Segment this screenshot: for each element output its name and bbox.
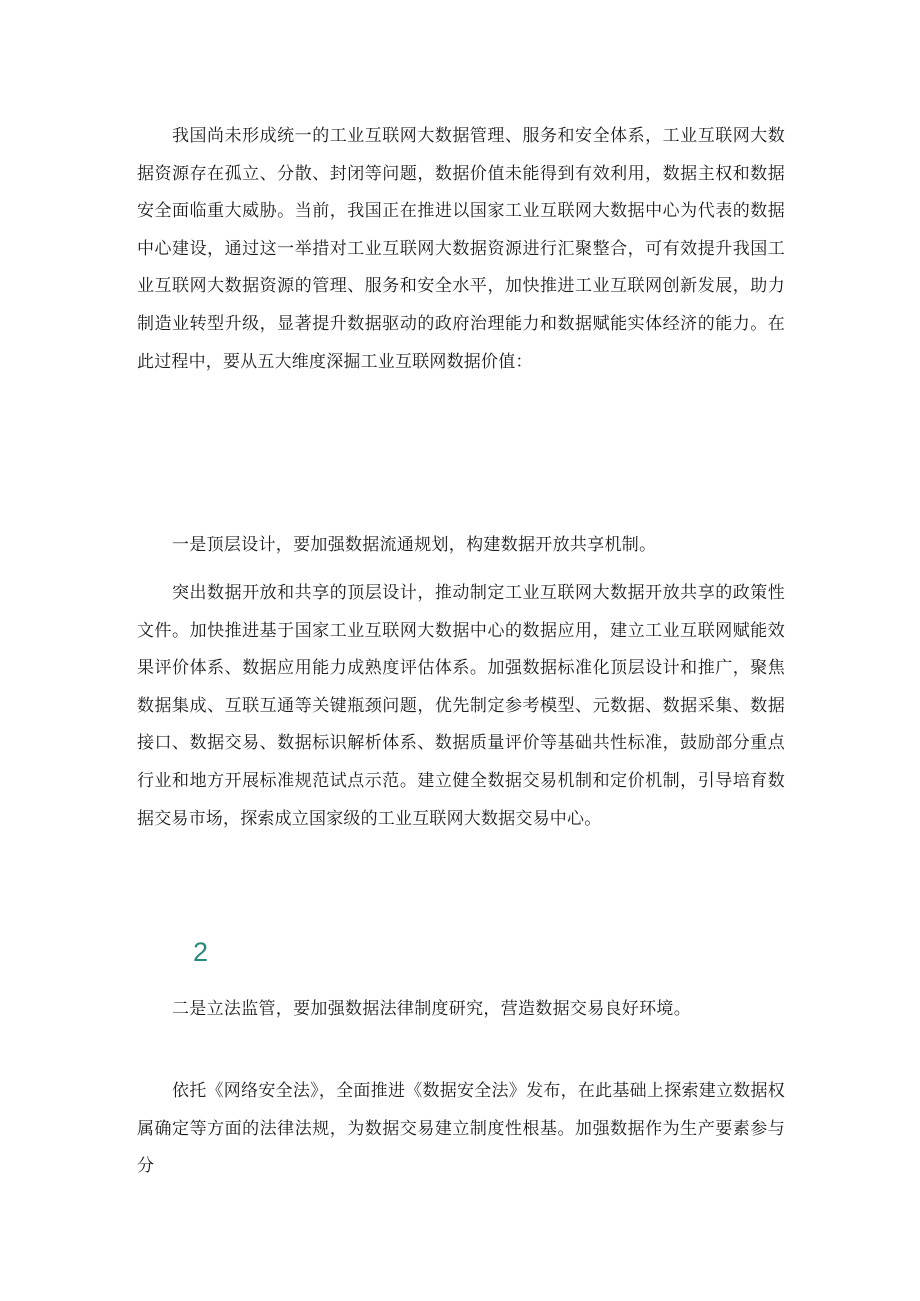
section-number: 2 — [193, 937, 209, 967]
section-paragraph-2: 依托《网络安全法》，全面推进《数据安全法》发布，在此基础上探索建立数据权属确定等方面的法律法规，为数据交易建立制度性根基。加强数据作为生产要素参与分 — [137, 1081, 785, 1177]
section-heading-2: 二是立法监管，要加强数据法律制度研究，营造数据交易良好环境。 — [172, 999, 691, 1019]
intro-paragraph: 我国尚未形成统一的工业互联网大数据管理、服务和安全体系，工业互联网大数据资源存在孤立、分散、封闭等问题，数据价值未能得到有效利用，数据主权和数据安全面临重大威胁。当前，我国正在推进以国家工业互联网大数据中心为代表的数据中心建设，通过这一举措对工业互联网大数据资源进行汇聚整合，可有效提升我国工业互联网大数据资源的管理、服务和安全水平，加快推进工业互联网创新发展，助力制造业转型升级，显著提升数据驱动的政府治理能力和数据赋能实体经济的能力。在此过程中，要从五大维度深掘工业互联网数据价值： — [137, 126, 785, 372]
section-paragraph-1: 突出数据开放和共享的顶层设计，推动制定工业互联网大数据开放共享的政策性文件。加快推进基于国家工业互联网大数据中心的数据应用，建立工业互联网赋能效果评价体系、数据应用能力成熟度评估体系。加强数据标准化顶层设计和推广，聚焦数据集成、互联互通等关键瓶颈问题，优先制定参考模型、元数据、数据采集、数据接口、数据交易、数据标识解析体系、数据质量评价等基础共性标准，鼓励部分重点行业和地方开展标准规范试点示范。建立健全数据交易机制和定价机制，引导培育数据交易市场，探索成立国家级的工业互联网大数据交易中心。 — [137, 583, 785, 829]
section-heading-1: 一是顶层设计，要加强数据流通规划，构建数据开放共享机制。 — [172, 535, 657, 555]
